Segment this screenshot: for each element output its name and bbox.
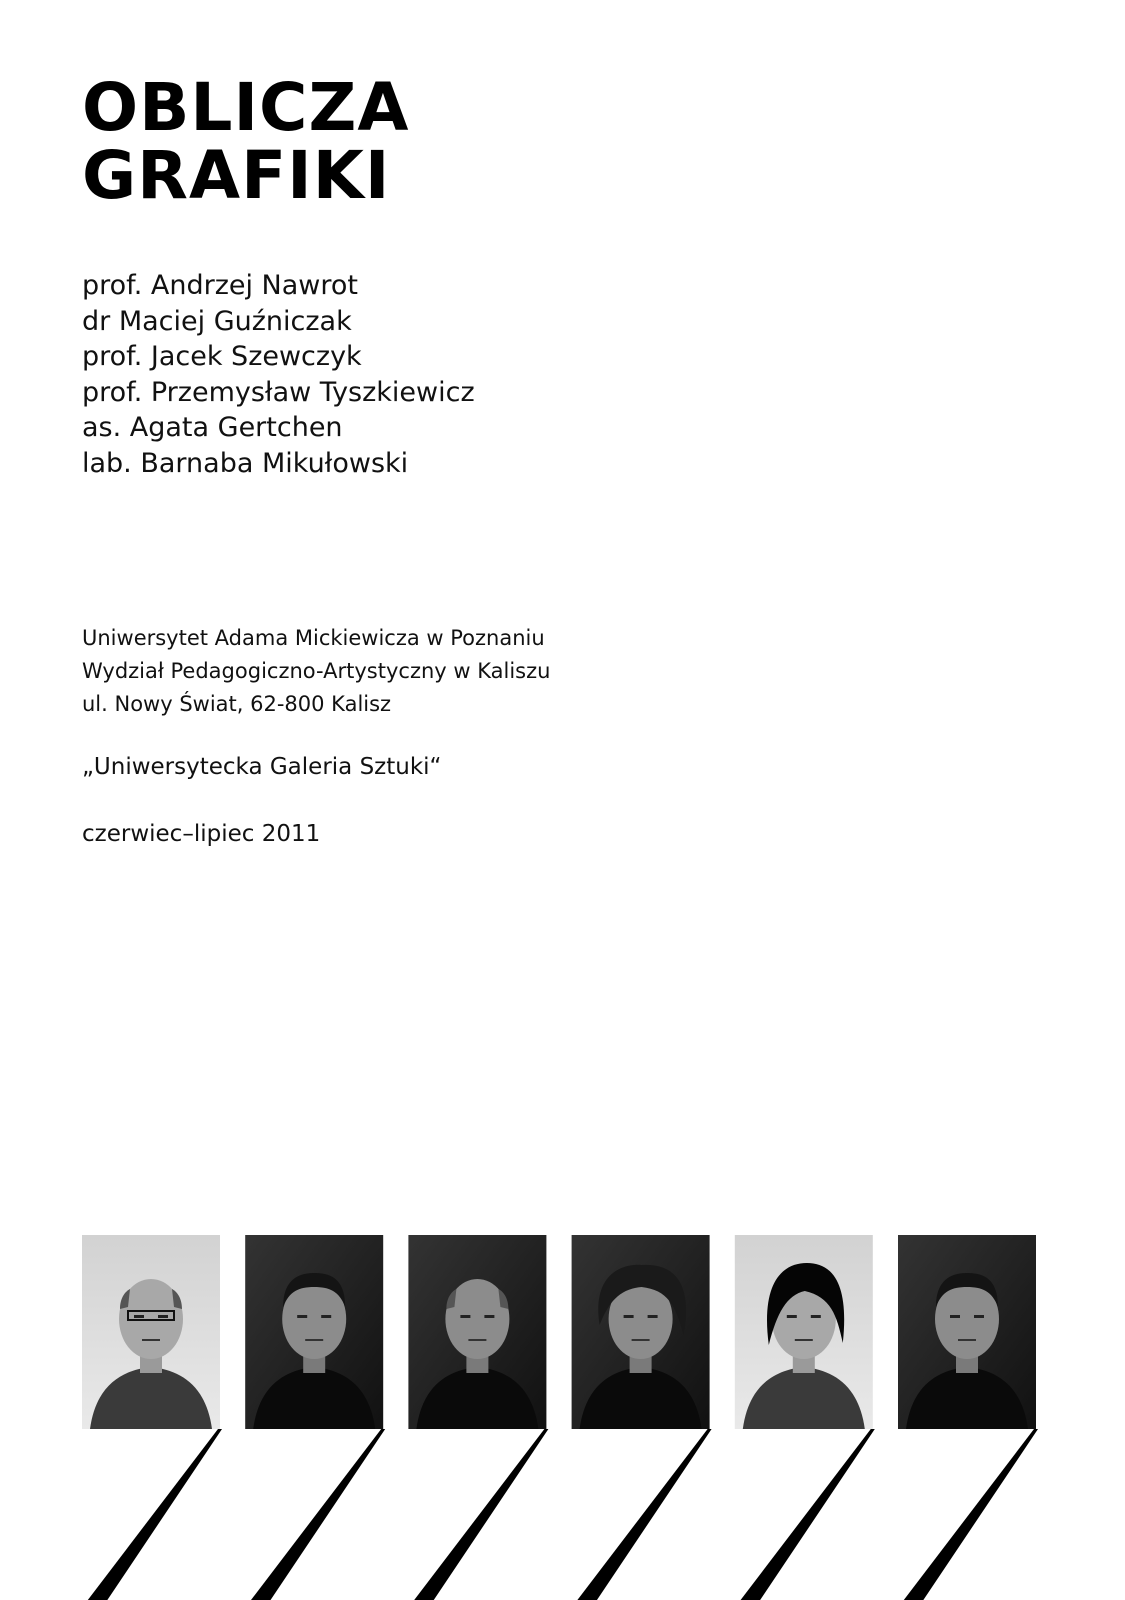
artist-name: prof. Przemysław Tyszkiewicz xyxy=(82,376,475,408)
portrait-eye xyxy=(974,1315,984,1318)
exhibition-dates: czerwiec–lipiec 2011 xyxy=(82,821,321,847)
portrait-eye xyxy=(321,1315,331,1318)
portrait-slash xyxy=(574,1429,712,1600)
venue-street: ul. Nowy Świat, 62-800 Kalisz xyxy=(82,692,392,716)
artist-name: prof. Andrzej Nawrot xyxy=(82,270,358,301)
artist-name: prof. Jacek Szewczyk xyxy=(82,341,362,372)
portrait-slash xyxy=(900,1429,1038,1600)
title-line-2: GRAFIKI xyxy=(82,137,391,214)
portrait-eye xyxy=(950,1315,960,1318)
portrait-slash xyxy=(84,1429,222,1600)
portrait-slash xyxy=(410,1429,548,1600)
portrait-eye xyxy=(134,1315,144,1318)
portrait-strip xyxy=(0,1230,1125,1600)
portrait-mouth xyxy=(795,1339,813,1341)
portrait-mouth xyxy=(632,1339,650,1341)
exhibition-title xyxy=(82,69,410,214)
portrait-eye xyxy=(484,1315,494,1318)
portrait-mouth xyxy=(142,1339,160,1341)
portrait-eye xyxy=(460,1315,470,1318)
artist-name: as. Agata Gertchen xyxy=(82,412,343,443)
venue-faculty: Wydział Pedagogiczno-Artystyczny w Kaliszu xyxy=(82,659,551,683)
artist-name: dr Maciej Guźniczak xyxy=(82,305,352,337)
portrait-mouth xyxy=(468,1339,486,1341)
portrait-2 xyxy=(245,1235,385,1600)
portrait-eye xyxy=(158,1315,168,1318)
portrait-eye xyxy=(787,1315,797,1318)
gallery-name: „Uniwersytecka Galeria Sztuki“ xyxy=(82,754,442,780)
venue-university: Uniwersytet Adama Mickiewicza w Poznaniu xyxy=(82,626,545,650)
venue-address xyxy=(82,622,550,721)
portrait-1 xyxy=(82,1235,222,1600)
artist-name: lab. Barnaba Mikułowski xyxy=(82,447,409,479)
portrait-eye xyxy=(811,1315,821,1318)
title-line-1: OBLICZA xyxy=(82,69,410,146)
portrait-4 xyxy=(572,1235,712,1600)
portrait-eye xyxy=(297,1315,307,1318)
portrait-6 xyxy=(898,1235,1038,1600)
portrait-slash xyxy=(737,1429,875,1600)
portrait-eye xyxy=(648,1315,658,1318)
portrait-3 xyxy=(408,1235,548,1600)
artist-list xyxy=(82,268,475,481)
portrait-mouth xyxy=(305,1339,323,1341)
portrait-eye xyxy=(624,1315,634,1318)
portrait-slash xyxy=(247,1429,385,1600)
portrait-5 xyxy=(735,1235,875,1600)
portrait-mouth xyxy=(958,1339,976,1341)
